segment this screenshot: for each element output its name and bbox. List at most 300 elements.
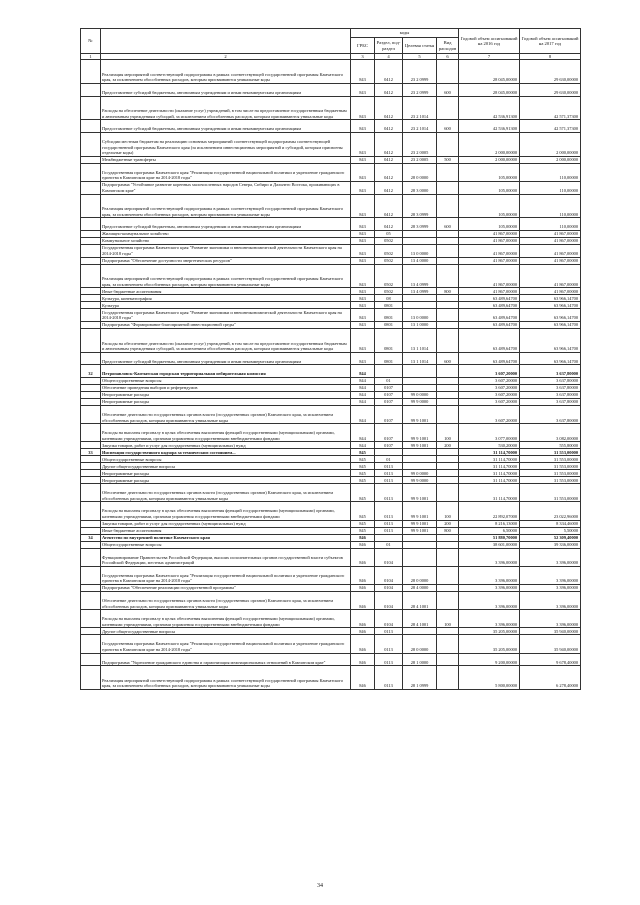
row-amount-2017: 3 637,80000 [520, 391, 581, 398]
row-name: Предоставление субсидий бюджетным, автономным учреждениям и иным некоммерческим организациям [101, 218, 351, 231]
row-grbs: 845 [351, 449, 375, 456]
row-target-article: 28 4 0000 [403, 585, 437, 592]
row-section: 0113 [375, 477, 403, 484]
row-target-article: 99 9 1001 [403, 405, 437, 423]
row-number [81, 592, 101, 610]
row-grbs: 845 [351, 484, 375, 502]
table-row [81, 398, 581, 405]
table-row [81, 456, 581, 463]
row-amount-2016: 51 880,70000 [459, 534, 520, 541]
row-number [81, 548, 101, 566]
row-section: 0801 [375, 321, 403, 328]
table-row [81, 610, 581, 628]
row-amount-2016: 31 114,70000 [459, 484, 520, 502]
row-section: 0801 [375, 328, 403, 352]
table-row [81, 541, 581, 548]
row-amount-2016: 3 396,00000 [459, 548, 520, 566]
row-target-article: 28 0 0000 [403, 163, 437, 181]
row-section: 0502 [375, 288, 403, 295]
row-grbs: 846 [351, 566, 375, 584]
table-row [81, 352, 581, 365]
row-section: 08 [375, 295, 403, 302]
row-expense-type [437, 96, 459, 120]
row-number [81, 237, 101, 244]
row-target-article [403, 463, 437, 470]
row-amount-2017: 2 000,00000 [520, 156, 581, 163]
table-row [81, 302, 581, 309]
row-amount-2017: 3 396,00000 [520, 566, 581, 584]
row-name: Общегосударственные вопросы [101, 456, 351, 463]
row-expense-type [437, 449, 459, 456]
row-expense-type [437, 328, 459, 352]
table-row [81, 181, 581, 194]
row-name: Государственная программа Камчатского края "Развитие экономики и внешнеэкономической деятельности Камчатского края на 2014-2018 годы" [101, 244, 351, 257]
row-section: 0107 [375, 424, 403, 442]
header-2016: Годовой объем ассигнований на 2016 год [459, 29, 520, 54]
row-target-article: 99 9 1001 [403, 520, 437, 527]
row-amount-2017: 31 553,00000 [520, 456, 581, 463]
row-amount-2017: 35 940,00000 [520, 635, 581, 653]
row-target-article: 23 2 0005 [403, 156, 437, 163]
table-row [81, 295, 581, 302]
row-number [81, 328, 101, 352]
row-name: Межбюджетные трансферты [101, 156, 351, 163]
row-name: Жилищно-коммунальное хозяйство [101, 230, 351, 237]
row-amount-2016: 3 077,00000 [459, 424, 520, 442]
row-grbs: 846 [351, 548, 375, 566]
row-amount-2016: 3 396,00000 [459, 592, 520, 610]
row-section: 0113 [375, 502, 403, 520]
row-grbs: 846 [351, 585, 375, 592]
row-number [81, 384, 101, 391]
row-name: Культура [101, 302, 351, 309]
row-target-article: 13 4 0999 [403, 264, 437, 288]
row-section: 0107 [375, 384, 403, 391]
row-expense-type [437, 541, 459, 548]
row-amount-2016: 3 396,00000 [459, 585, 520, 592]
row-grbs: 844 [351, 424, 375, 442]
table-row [81, 592, 581, 610]
row-amount-2017: 3 637,80000 [520, 398, 581, 405]
row-grbs: 844 [351, 391, 375, 398]
row-target-article: 99 9 0000 [403, 398, 437, 405]
row-grbs: 843 [351, 96, 375, 120]
row-section: 0113 [375, 666, 403, 690]
row-section: 0412 [375, 96, 403, 120]
row-number [81, 132, 101, 156]
row-name: Подпрограмма "Обеспечение доступности энергетических ресурсов" [101, 257, 351, 264]
row-number [81, 84, 101, 97]
row-number [81, 257, 101, 264]
row-number [81, 264, 101, 288]
table-row [81, 264, 581, 288]
row-section: 0107 [375, 398, 403, 405]
row-amount-2017: 52 309,40000 [520, 534, 581, 541]
row-section: 01 [375, 456, 403, 463]
row-amount-2016: 5 800,00000 [459, 666, 520, 690]
row-name: Расходы на обеспечение деятельности (оказание услуг) учреждений, в том числе на предоставление государственным бюджетным и автономным учреждениям субсидий, за исключением обособленных расходов, которым присваиваются уникальные коды [101, 328, 351, 352]
row-target-article: 99 9 1001 [403, 527, 437, 534]
row-number [81, 456, 101, 463]
row-section: 0502 [375, 237, 403, 244]
row-number [81, 377, 101, 384]
table-row [81, 194, 581, 218]
row-number: 32 [81, 365, 101, 378]
row-name: Непрограммные расходы [101, 391, 351, 398]
row-grbs: 843 [351, 181, 375, 194]
row-section [375, 534, 403, 541]
row-section: 0104 [375, 566, 403, 584]
row-amount-2016: 63 489,64700 [459, 321, 520, 328]
row-number [81, 156, 101, 163]
row-amount-2017: 3 396,00000 [520, 548, 581, 566]
row-expense-type [437, 484, 459, 502]
header-2017: Годовой объем ассигнований на 2017 год [520, 29, 581, 54]
row-number [81, 610, 101, 628]
row-number: 34 [81, 534, 101, 541]
table-row [81, 635, 581, 653]
row-amount-2017: 110,00000 [520, 218, 581, 231]
row-expense-type [437, 181, 459, 194]
row-target-article: 13 1 1014 [403, 352, 437, 365]
row-section: 0113 [375, 463, 403, 470]
row-number [81, 120, 101, 133]
row-amount-2016: 28 045,00000 [459, 84, 520, 97]
row-section: 0502 [375, 264, 403, 288]
row-target-article: 28 3 0999 [403, 194, 437, 218]
row-number [81, 442, 101, 449]
row-number [81, 244, 101, 257]
row-section: 0412 [375, 84, 403, 97]
table-row [81, 328, 581, 352]
row-name: Коммунальное хозяйство [101, 237, 351, 244]
row-amount-2016: 35 205,00000 [459, 628, 520, 635]
table-row [81, 391, 581, 398]
row-name: Реализация мероприятий соответствующей подпрограммы в рамках соответствующей государственной программы Камчатского края, за исключением обособленных расходов, которым присваиваются уникальные коды [101, 666, 351, 690]
table-row [81, 120, 581, 133]
row-amount-2017: 3 637,80000 [520, 377, 581, 384]
row-target-article [403, 302, 437, 309]
row-amount-2016: 41 867,00000 [459, 288, 520, 295]
row-amount-2017: 63 966,14700 [520, 321, 581, 328]
row-amount-2016: 105,00000 [459, 194, 520, 218]
row-amount-2016: 3 607,20000 [459, 391, 520, 398]
row-grbs: 844 [351, 398, 375, 405]
row-section: 0412 [375, 156, 403, 163]
row-grbs: 846 [351, 653, 375, 666]
row-expense-type [437, 264, 459, 288]
row-grbs: 845 [351, 463, 375, 470]
row-section: 0104 [375, 610, 403, 628]
row-amount-2017: 41 867,00000 [520, 237, 581, 244]
row-target-article: 99 9 1001 [403, 424, 437, 442]
row-number [81, 163, 101, 181]
row-amount-2016: 3 396,00000 [459, 610, 520, 628]
row-name: Субсидии местным бюджетам на реализацию основных мероприятий соответствующей подпрограммы соответствующей государственной программы Камчатского края (за исключением инвестиционных мероприятий и субсидий, которым присвоены отдельные коды) [101, 132, 351, 156]
row-amount-2016: 41 867,00000 [459, 230, 520, 237]
row-target-article: 28 3 0000 [403, 181, 437, 194]
row-amount-2016: 41 867,00000 [459, 244, 520, 257]
row-name: Закупка товаров, работ и услуг для государственных (муниципальных) нужд [101, 520, 351, 527]
row-grbs: 846 [351, 628, 375, 635]
table-row [81, 566, 581, 584]
row-number [81, 463, 101, 470]
row-section: 0113 [375, 484, 403, 502]
row-amount-2017: 31 553,00000 [520, 484, 581, 502]
row-section: 0412 [375, 120, 403, 133]
row-expense-type [437, 377, 459, 384]
row-amount-2017: 6 278,40000 [520, 666, 581, 690]
row-target-article [403, 548, 437, 566]
row-name: Реализация мероприятий соответствующей подпрограммы в рамках соответствующей государственной программы Камчатского края, за исключением обособленных расходов, которым присваиваются уникальные коды [101, 194, 351, 218]
row-expense-type [437, 666, 459, 690]
row-expense-type [437, 477, 459, 484]
row-grbs: 843 [351, 84, 375, 97]
row-name: Реализация мероприятий соответствующей подпрограммы в рамках соответствующей государственной программы Камчатского края, за исключением обособленных расходов, которым присваиваются уникальные коды [101, 60, 351, 84]
row-amount-2017: 31 553,00000 [520, 449, 581, 456]
row-amount-2016: 530,20000 [459, 442, 520, 449]
row-amount-2016: 35 205,00000 [459, 635, 520, 653]
row-amount-2017: 110,00000 [520, 194, 581, 218]
row-grbs: 844 [351, 384, 375, 391]
row-name: Подпрограмма "Устойчивое развитие коренных малочисленных народов Севера, Сибири и Дальнего Востока, проживающих в Камчатском крае" [101, 181, 351, 194]
row-target-article: 23 2 1014 [403, 120, 437, 133]
header-section: Раздел, под-раздел [375, 38, 403, 54]
row-number [81, 96, 101, 120]
row-name: Культура, кинематография [101, 295, 351, 302]
row-grbs: 844 [351, 442, 375, 449]
row-section: 0104 [375, 592, 403, 610]
row-section: 0412 [375, 181, 403, 194]
row-amount-2016: 63 489,64700 [459, 309, 520, 322]
row-grbs: 843 [351, 60, 375, 84]
row-name: Подпрограмма "Формирование благоприятной инвестиционной среды" [101, 321, 351, 328]
row-expense-type: 100 [437, 424, 459, 442]
row-amount-2017: 63 966,14700 [520, 328, 581, 352]
row-amount-2016: 22 892,07000 [459, 502, 520, 520]
row-amount-2017: 41 867,00000 [520, 257, 581, 264]
row-grbs: 843 [351, 120, 375, 133]
row-number [81, 666, 101, 690]
row-section: 0107 [375, 405, 403, 423]
row-expense-type [437, 391, 459, 398]
row-grbs: 846 [351, 610, 375, 628]
row-target-article: 28 4 1001 [403, 592, 437, 610]
row-expense-type [437, 257, 459, 264]
row-number [81, 405, 101, 423]
table-row [81, 132, 581, 156]
row-name: Инспекция государственного надзора за техническим состоянием... [101, 449, 351, 456]
row-section: 0113 [375, 527, 403, 534]
row-amount-2017: 555,80000 [520, 442, 581, 449]
row-target-article: 23 2 0999 [403, 84, 437, 97]
row-amount-2016: 31 114,70000 [459, 477, 520, 484]
row-name: Расходы на выплаты персоналу в целях обеспечения выполнения функций государственными (муниципальными) органами, казенными учреждениями, органами управления государственными внебюджетными фондами [101, 610, 351, 628]
row-target-article: 13 0 0000 [403, 309, 437, 322]
row-grbs: 843 [351, 295, 375, 302]
table-row [81, 230, 581, 237]
row-expense-type [437, 295, 459, 302]
row-amount-2017: 41 867,00000 [520, 244, 581, 257]
row-expense-type [437, 398, 459, 405]
row-name: Обеспечение проведения выборов и референдумов [101, 384, 351, 391]
row-target-article: 13 4 0999 [403, 288, 437, 295]
row-amount-2016: 63 489,64700 [459, 352, 520, 365]
row-grbs: 843 [351, 257, 375, 264]
row-amount-2016: 3 607,20000 [459, 365, 520, 378]
row-grbs: 843 [351, 230, 375, 237]
row-amount-2017: 5,50000 [520, 527, 581, 534]
row-target-article [403, 534, 437, 541]
row-grbs: 845 [351, 477, 375, 484]
row-number [81, 527, 101, 534]
table-row [81, 384, 581, 391]
row-grbs: 845 [351, 520, 375, 527]
row-expense-type: 800 [437, 288, 459, 295]
row-target-article [403, 384, 437, 391]
row-amount-2017: 63 966,14700 [520, 302, 581, 309]
row-amount-2016: 3 607,20000 [459, 384, 520, 391]
row-grbs: 846 [351, 666, 375, 690]
row-number [81, 309, 101, 322]
table-row [81, 502, 581, 520]
row-name: Расходы на выплаты персоналу в целях обеспечения выполнения функций государственными (муниципальными) органами, казенными учреждениями, органами управления государственными внебюджетными фондами [101, 424, 351, 442]
row-target-article [403, 365, 437, 378]
row-name: Обеспечение деятельности государственных органов власти (государственных органов) Камчатского края, за исключением обособленных расходов, которым присваиваются уникальные коды [101, 592, 351, 610]
row-name: Иные бюджетные ассигнования [101, 527, 351, 534]
row-expense-type [437, 132, 459, 156]
table-row [81, 442, 581, 449]
row-target-article: 99 9 1001 [403, 484, 437, 502]
row-section: 01 [375, 541, 403, 548]
row-number [81, 477, 101, 484]
row-expense-type [437, 365, 459, 378]
row-grbs: 844 [351, 405, 375, 423]
header-codes: коды [351, 29, 459, 38]
row-amount-2016: 2 000,00000 [459, 132, 520, 156]
row-amount-2016: 3 607,20000 [459, 377, 520, 384]
row-amount-2017: 63 966,14700 [520, 352, 581, 365]
row-grbs: 846 [351, 534, 375, 541]
row-amount-2016: 105,00000 [459, 163, 520, 181]
row-number [81, 470, 101, 477]
row-amount-2016: 38 601,00000 [459, 541, 520, 548]
row-target-article: 28 3 0999 [403, 218, 437, 231]
row-grbs: 843 [351, 328, 375, 352]
row-expense-type: 600 [437, 84, 459, 97]
row-grbs: 845 [351, 456, 375, 463]
row-section: 0801 [375, 352, 403, 365]
row-name: Государственная программа Камчатского края "Реализация государственной национальной политики и укрепление гражданского единства в Камчатском крае на 2014-2018 годы" [101, 163, 351, 181]
row-expense-type [437, 628, 459, 635]
row-amount-2016: 31 114,70000 [459, 463, 520, 470]
row-amount-2016: 42 536,91300 [459, 96, 520, 120]
row-amount-2017: 3 396,00000 [520, 610, 581, 628]
row-amount-2016: 3 396,00000 [459, 566, 520, 584]
row-name: Предоставление субсидий бюджетным, автономным учреждениям и иным некоммерческим организациям [101, 84, 351, 97]
row-expense-type: 500 [437, 156, 459, 163]
row-amount-2016: 31 114,70000 [459, 470, 520, 477]
row-section: 0412 [375, 163, 403, 181]
row-expense-type: 100 [437, 610, 459, 628]
row-name: Непрограммные расходы [101, 477, 351, 484]
row-name: Реализация мероприятий соответствующей подпрограммы в рамках соответствующей государственной программы Камчатского края, за исключением обособленных расходов, которым присваиваются уникальные коды [101, 264, 351, 288]
row-amount-2017: 9 678,40000 [520, 653, 581, 666]
table-row [81, 60, 581, 84]
table-row [81, 377, 581, 384]
table-row [81, 365, 581, 378]
row-grbs: 846 [351, 541, 375, 548]
row-section: 0104 [375, 548, 403, 566]
row-amount-2017: 29 630,00000 [520, 60, 581, 84]
row-grbs: 846 [351, 592, 375, 610]
row-amount-2017: 3 082,00000 [520, 424, 581, 442]
row-grbs: 843 [351, 237, 375, 244]
row-number [81, 295, 101, 302]
row-name: Расходы на выплаты персоналу в целях обеспечения выполнения функций государственными (муниципальными) органами, казенными учреждениями, органами управления государственными внебюджетными фондами [101, 502, 351, 520]
row-target-article: 13 1 0000 [403, 321, 437, 328]
row-amount-2016: 41 867,00000 [459, 237, 520, 244]
row-amount-2016: 105,00000 [459, 181, 520, 194]
row-expense-type [437, 653, 459, 666]
table-row [81, 96, 581, 120]
row-expense-type [437, 592, 459, 610]
row-amount-2017: 42 571,37300 [520, 96, 581, 120]
row-amount-2016: 31 114,70000 [459, 456, 520, 463]
row-number [81, 635, 101, 653]
table-row [81, 463, 581, 470]
row-number [81, 194, 101, 218]
row-name: Государственная программа Камчатского края "Развитие экономики и внешнеэкономической деятельности Камчатского края на 2014-2018 годы" [101, 309, 351, 322]
row-number [81, 218, 101, 231]
row-grbs: 843 [351, 194, 375, 218]
table-row [81, 628, 581, 635]
row-amount-2016: 63 489,64700 [459, 302, 520, 309]
row-target-article: 23 2 0005 [403, 132, 437, 156]
row-expense-type [437, 635, 459, 653]
row-number [81, 653, 101, 666]
row-expense-type [437, 566, 459, 584]
row-amount-2017: 110,00000 [520, 163, 581, 181]
row-amount-2017: 35 940,00000 [520, 628, 581, 635]
row-section: 0113 [375, 653, 403, 666]
row-expense-type: 100 [437, 502, 459, 520]
row-expense-type [437, 534, 459, 541]
index-cell: 4 [375, 54, 403, 60]
row-amount-2016: 63 489,64700 [459, 295, 520, 302]
row-target-article [403, 456, 437, 463]
row-amount-2016: 3 607,20000 [459, 398, 520, 405]
index-cell: 3 [351, 54, 375, 60]
table-row [81, 527, 581, 534]
row-section [375, 365, 403, 378]
row-amount-2017: 2 000,00000 [520, 132, 581, 156]
row-name: Иные бюджетные ассигнования [101, 288, 351, 295]
row-expense-type: 200 [437, 520, 459, 527]
row-number [81, 520, 101, 527]
row-expense-type [437, 237, 459, 244]
row-amount-2016: 3 607,20000 [459, 405, 520, 423]
row-target-article: 28 1 0999 [403, 666, 437, 690]
header-target: Целевая статья [403, 38, 437, 54]
row-expense-type [437, 585, 459, 592]
header-num: № [81, 29, 101, 54]
table-row [81, 309, 581, 322]
row-grbs: 843 [351, 302, 375, 309]
row-grbs: 843 [351, 163, 375, 181]
table-row [81, 288, 581, 295]
row-expense-type [437, 456, 459, 463]
